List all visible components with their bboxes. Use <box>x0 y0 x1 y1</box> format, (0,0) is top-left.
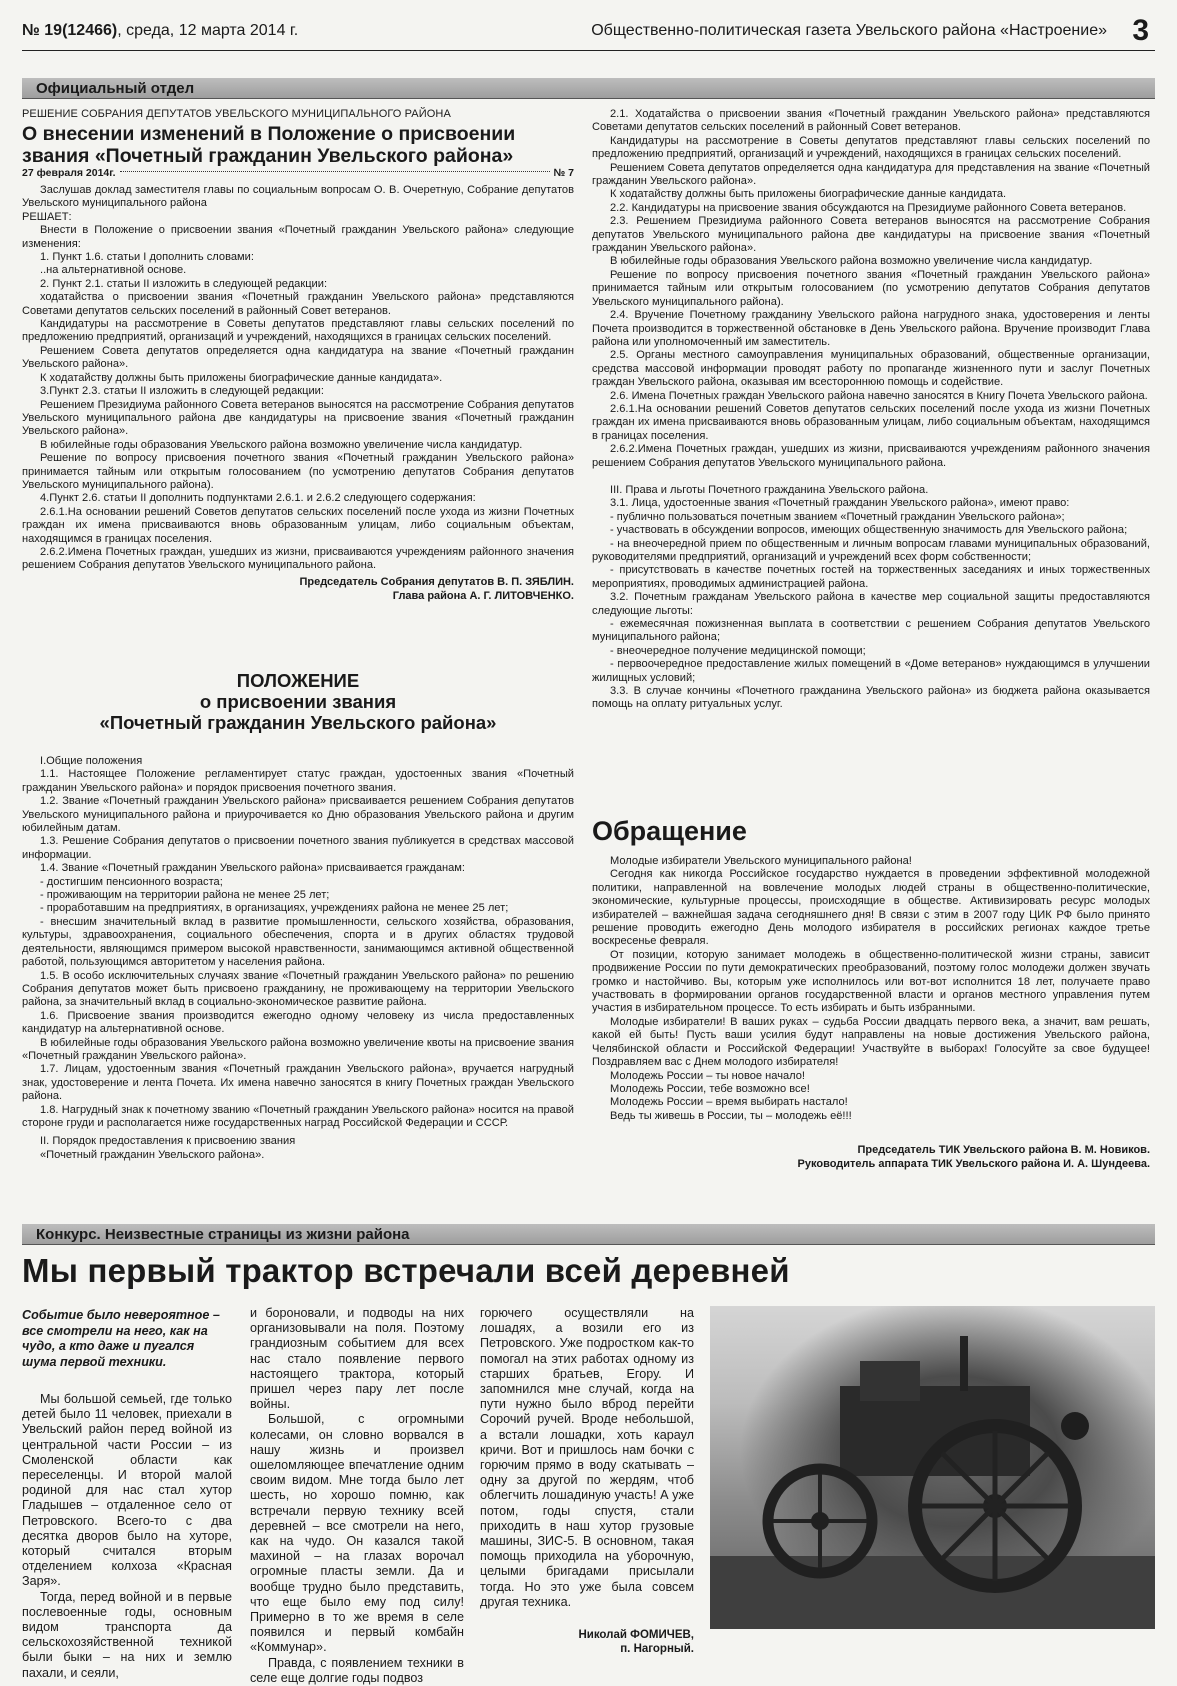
paragraph: 2.6.1.На основании решений Советов депутатов сельских поселений после ухода из жизни Почетных граждан их имена присваиваются вновь образованным улицам, либо социальным объектам, находящимся в границах поселения. <box>592 402 1150 442</box>
paragraph: 4.Пункт 2.6. статьи II дополнить подпунктами 2.6.1. и 2.6.2 следующего содержания: <box>40 492 476 505</box>
author-name: Николай ФОМИЧЕВ, <box>578 1629 694 1642</box>
decision-title <box>22 123 574 167</box>
paragraph: ..на альтернативной основе. <box>40 264 187 277</box>
appeal-text <box>592 855 1150 1123</box>
story-title: Мы первый трактор встречали всей деревней <box>22 1252 790 1289</box>
decision-dateline <box>22 167 574 179</box>
paragraph: - достигшим пенсионного возраста; <box>40 875 223 888</box>
paragraph: Решением Совета депутатов определяется одна кандидатура на звание «Почетный гражданин Увельского района». <box>22 344 574 371</box>
paragraph: В юбилейные годы образования Увельского района возможно увеличение числа кандидатур. <box>40 438 523 451</box>
appeal-signatures <box>592 1143 1150 1171</box>
section-title: Конкурс. Неизвестные страницы из жизни района <box>36 1226 410 1243</box>
section-bar-contest <box>22 1224 1155 1245</box>
paragraph: 2.1. Ходатайства о присвоении звания «Почетный гражданин Увельского района» представляются Советами депутатов сельских поселений в районный Совет ветеранов. <box>592 108 1150 134</box>
paragraph: Молодые избиратели! В ваших руках – судьба России двадцать первого века, а значит, вам решать, какой ей быть! Пусть ваши усилия будут направлены на новые достижения Увельского района, Челябинской области и Российской Федерации! Участвуйте в выборах! Голосуйте за свое будущее! Поздравляем вас с Днем молодого избирателя! <box>592 1015 1150 1069</box>
paragraph: 1.7. Лицам, удостоенным звания «Почетный гражданин Увельского района», вручается нагрудный знак, удостоверение и лента Почета. Их имена навечно заносятся в книгу Почетных граждан Увельского района. <box>22 1063 574 1103</box>
dateline-dots <box>120 171 550 172</box>
section-title: Официальный отдел <box>36 80 195 97</box>
polozhenie-continued <box>592 108 1150 712</box>
paragraph: и бороновали, и подводы на них организовывали на поля. Поэтому грандиозным событием для всех нас стало появление первого настоящего трактора, который пришел через пару лет после войны. <box>250 1306 464 1412</box>
paragraph: ходатайства о присвоении звания «Почетный гражданин Увельского района» представляются Советами депутатов сельских поселений в районный Совет ветеранов. <box>22 291 574 317</box>
paragraph: - первоочередное предоставление жилых помещений в «Доме ветеранов» нуждающимся в улучшении жилищных условий; <box>592 658 1150 684</box>
decision-block <box>22 108 574 603</box>
paragraph: - ежемесячная пожизненная выплата в соответствии с решением Собрания депутатов Увельского муниципального района; <box>592 618 1150 644</box>
paragraph: 2.3. Решением Президиума районного Совета ветеранов выносятся на рассмотрение Собрания депутатов Увельского муниципального района две кандидатуры на присвоение звания «Почетный гражданин Увельского района». <box>592 215 1150 255</box>
decision-heading: РЕШЕНИЕ СОБРАНИЯ ДЕПУТАТОВ УВЕЛЬСКОГО МУНИЦИПАЛЬНОГО РАЙОНА <box>22 108 451 120</box>
paragraph: - внеочередное получение медицинской помощи; <box>610 644 866 657</box>
paragraph: РЕШАЕТ: <box>22 210 72 223</box>
paragraph: 3.1. Лица, удостоенные звания «Почетный гражданин Увельского района», имеют право: <box>610 497 1070 510</box>
paragraph: Сегодня как никогда Российское государство нуждается в проведении эффективной молодежной политики, направленной на вовлечение молодых людей страны в общественно-политические, экономические, культурные процессы, происходящие в обществе. Активизировать ресурс молодых избирателей – важнейшая задача сегодняшнего дня! В связи с этим в 2007 году ЦИК РФ было принято решение проводить ежегодно День молодого избирателя в российских регионах каждое третье воскресенье февраля. <box>592 868 1150 948</box>
signature-tik-head: Руководитель аппарата ТИК Увельского района И. А. Шундеева. <box>797 1158 1150 1171</box>
paragraph: 2.6.2.Имена Почетных граждан, ушедших из жизни, присваиваются учреждениям районного значения решением Собрания депутатов Увельского муниципального района. <box>22 545 574 572</box>
appeal-block <box>592 816 1150 1171</box>
paragraph: В юбилейные годы образования Увельского района возможно увеличение числа кандидатур. <box>610 255 1093 268</box>
polozhenie-title-line: «Почетный гражданин Увельского района» <box>99 712 497 733</box>
decision-number: № 7 <box>553 167 574 179</box>
paragraph: 2.5. Органы местного самоуправления муниципальных образований, общественные организации, средства массовой информации проводят работу по пропаганде жизненного пути и заслуг Почетных граждан Увельского района, оказывая им всестороннюю помощь и содействие. <box>592 349 1150 389</box>
paragraph: Внести в Положение о присвоении звания «Почетный гражданин Увельского района» следующие изменения: <box>22 224 574 250</box>
paragraph: - проработавшим на предприятиях, в организациях, учреждениях района не менее 25 лет; <box>40 902 509 915</box>
paragraph: Заслушав доклад заместителя главы по социальным вопросам О. В. Очеретную, Собрание депутатов Увельского муниципального района <box>22 184 574 210</box>
paragraph: 2.2. Кандидатуры на присвоение звания обсуждаются на Президиуме районного Совета ветеранов. <box>610 201 1127 214</box>
tractor-photo <box>710 1306 1155 1629</box>
decision-date: 27 февраля 2014г. <box>22 167 116 179</box>
section-bar-official <box>22 78 1155 99</box>
paragraph: 1.1. Настоящее Положение регламентирует статус граждан, удостоенных звания «Почетный гражданин Увельского района» и порядок присвоения почетного звания. <box>22 768 574 794</box>
section-heading: III. Права и льготы Почетного гражданина Увельского района. <box>610 483 929 496</box>
signature-tik-chair: Председатель ТИК Увельского района В. М. Новиков. <box>857 1144 1150 1157</box>
story-column-1 <box>22 1308 232 1681</box>
paragraph: Кандидатуры на рассмотрение в Советы депутатов представляют главы сельских поселений по предложению предприятий, организаций и учреждений, находящихся в границах сельских поселений. <box>22 318 574 344</box>
slogan-line: Молодежь России – ты новое начало! <box>610 1069 805 1082</box>
paragraph: 1.8. Нагрудный знак к почетному званию «Почетный гражданин Увельского района» носится на правой стороне груди и располагается ниже государственных наград Российской Федерации и СССР. <box>22 1103 574 1129</box>
paragraph: Тогда, перед войной и в первые послевоенные годы, основным видом транспорта да сельскохозяйственной техникой были быки – на них и землю пахали, и сеяли, <box>22 1589 232 1680</box>
author-place: п. Нагорный. <box>620 1643 694 1656</box>
paragraph: - публично пользоваться почетным званием «Почетный гражданин Увельского района»; <box>610 510 1065 523</box>
paragraph: 1. Пункт 1.6. статьи I дополнить словами: <box>40 251 254 264</box>
paragraph: 2.6. Имена Почетных граждан Увельского района навечно заносятся в Книгу Почета Увельского района. <box>610 389 1148 402</box>
appeal-title: Обращение <box>592 816 747 846</box>
paragraph: Решение по вопросу присвоения почетного звания «Почетный гражданин Увельского района» принимается тайным или открытым голосованием (по усмотрению депутатов Собрания депутатов Увельского муниципального района). <box>22 452 574 491</box>
paragraph: От позиции, которую занимает молодежь в общественно-политической жизни страны, зависит продвижение России по пути демократических преобразований, поэтому голос молодежи должен звучать громко и настойчиво. Вы, которым уже исполнилось или вот-вот исполнится 18 лет, получаете право участвовать в формировании органов государственной власти и органов местного управления путем участия в избирательном процессе. То есть избирать и быть избранными. <box>592 948 1150 1015</box>
section-heading: II. Порядок предоставления к присвоению звания <box>40 1135 296 1148</box>
polozhenie-title-line: ПОЛОЖЕНИЕ <box>236 670 360 691</box>
polozhenie-block <box>22 670 574 1162</box>
paragraph: I.Общие положения <box>40 755 143 767</box>
paragraph: 2.4. Вручение Почетному гражданину Увельского района нагрудного знака, удостоверения и ленты Почета производится в торжественной обстановке в День Увельского района. Вручение производит Глава района или уполномоченный им заместитель. <box>592 309 1150 348</box>
paragraph: - проживающим на территории района не менее 25 лет; <box>40 889 330 902</box>
section-heading: «Почетный гражданин Увельского района». <box>40 1148 265 1161</box>
slogan-line: Молодежь России, тебе возможно все! <box>610 1082 810 1095</box>
paragraph: В юбилейные годы образования Увельского района возможно увеличение квоты на присвоение звания «Почетный гражданин Увельского района». <box>22 1036 574 1062</box>
paragraph: 3.3. В случае кончины «Почетного гражданина Увельского района» из бюджета района оказывается помощь на оплату ритуальных услуг. <box>592 685 1150 711</box>
story-column-2 <box>250 1306 464 1686</box>
paragraph: Решением Президиума районного Совета ветеранов выносятся на рассмотрение Собрания депутатов Увельского муниципального района две кандидатуры на присвоение звания «Почетный гражданин Увельского района». <box>22 398 574 438</box>
paragraph: - внесшим значительный вклад в развитие промышленности, сельского хозяйства, образования, культуры, здравоохранения, социального обеспечения, спорта и в других областях трудовой деятельности, являющимся примером высокой нравственности, занимающимся активной общественной работой, пользующимся авторитетом у населения района. <box>22 915 574 969</box>
paragraph: К ходатайству должны быть приложены биографические данные кандидата». <box>40 371 443 384</box>
polozhenie-title <box>22 670 574 733</box>
paragraph: 2.6.1.На основании решений Советов депутатов сельских поселений после ухода из жизни Почетных граждан их имена присваиваются вновь образованным улицам, либо социальным объектам, находящимся в границах поселения. <box>22 505 574 545</box>
polozhenie-section3-text <box>592 484 1150 712</box>
paragraph: Решение по вопросу присвоения почетного звания «Почетный гражданин Увельского района» принимается тайным или открытым голосованием (по усмотрению депутатов Собрания депутатов Увельского муниципального района). <box>592 268 1150 308</box>
issue-number: № 19(12466) <box>22 22 118 39</box>
issue-date: , среда, 12 марта 2014 г. <box>117 22 299 39</box>
decision-signatures <box>22 575 574 603</box>
signature-chair: Председатель Собрания депутатов В. П. ЗЯБЛИН. <box>299 575 574 588</box>
paragraph: 1.2. Звание «Почетный гражданин Увельского района» присваивается решением Собрания депутатов Увельского муниципального района и приурочивается ко Дню образования Увельского района и другим юбилейным датам. <box>22 795 574 835</box>
slogan-line: Молодежь России – время выбирать настало! <box>610 1096 848 1109</box>
tractor-illustration <box>710 1306 1155 1629</box>
paragraph: Правда, с появлением техники в селе еще долгие годы подвоз <box>250 1655 464 1685</box>
header-divider <box>22 50 1155 51</box>
decision-title-line: О внесении изменений в Положение о присвоении <box>22 123 516 145</box>
paragraph: К ходатайству должны быть приложены биографические данные кандидата. <box>610 188 1007 201</box>
paragraph: 3.Пункт 2.3. статьи II изложить в следующей редакции: <box>40 385 324 398</box>
paragraph: Кандидатуры на рассмотрение в Советы депутатов представляют главы сельских поселений по предложению предприятий, организаций и учреждений, находящихся в границах сельских поселений. <box>592 134 1150 161</box>
polozhenie-text <box>22 755 574 1162</box>
slogan-line: Ведь ты живешь в России, ты – молодежь eё!!! <box>610 1109 852 1122</box>
paragraph: 2. Пункт 2.1. статьи II изложить в следующей редакции: <box>40 277 328 290</box>
paragraph: - на внеочередной прием по общественным и личным вопросам главами муниципальных образований, руководителями предприятий, организаций и учреждений всех форм собственности; <box>592 537 1150 563</box>
story-author <box>480 1628 694 1656</box>
paragraph: горючего осуществляли на лошадях, а возили его из Петровского. Уже подростком как-то помогал на этих работах одному из старших братьев, Егору. И запомнился мне случай, когда на пути нужно было вброд перейти Сорочий ручей. Вроде небольшой, а встали лошадки, хоть караул кричи. Вот и пришлось нам бочки с горючим прямо в воду скатывать – одну за другой по жердям, чтоб облегчить лошадиную участь! А уже потом, годы спустя, стали приходить в наш хутор грузовые машины, ЗИС-5. В основном, такая помощь приходила на уборочную, целыми бригадами присылали тогда. Но это уже была совсем другая техника. <box>480 1306 694 1609</box>
paragraph: - участвовать в обсуждении вопросов, имеющих общественную значимость для Увельского района; <box>610 524 1128 537</box>
polozhenie-title-line: о присвоении звания <box>199 691 397 712</box>
paragraph: 3.2. Почетным гражданам Увельского района в качестве мер социальной защиты предоставляются следующие льготы: <box>592 591 1150 617</box>
paragraph: Большой, с огромными колесами, он словно ворвался в нашу жизнь и произвел ошеломляющее впечатление одним своим видом. Мне тогда было лет шесть, но хорошо помню, как встречали первую технику всей деревней – все смотрели на него, как на чудо. Он казался такой махиной – на глазах ворочал огромные пласты земли. Да и вообще трудно было представить, что еще было ему под силу! Примерно в то же время в селе появился и первый комбайн «Коммунар». <box>250 1412 464 1655</box>
paragraph: 2.6.2.Имена Почетных граждан, ушедших из жизни, присваиваются учреждениям районного значения решением Собрания депутатов Увельского муниципального района. <box>592 443 1150 469</box>
decision-text <box>22 184 574 573</box>
paragraph: - присутствовать в качестве почетных гостей на торжественных заседаниях и иных торжественных мероприятиях, проводимых администрацией района. <box>592 564 1150 590</box>
paragraph: 1.6. Присвоение звания производится ежегодно одному человеку из числа предоставленных кандидатур на альтернативной основе. <box>22 1009 574 1036</box>
paragraph: 1.3. Решение Собрания депутатов о присвоении почетного звания публикуется в средствах массовой информации. <box>22 835 574 861</box>
paragraph: 1.5. В особо исключительных случаях звание «Почетный гражданин Увельского района» по решению Собрания депутатов может быть присвоено гражданину, не проживающему на территории Увельского района, за значительный вклад в социально-экономическое развитие района. <box>22 969 574 1009</box>
newspaper-name: Общественно-политическая газета Увельского района «Настроение» <box>591 22 1107 39</box>
issue-info <box>22 22 298 40</box>
story-lead: Событие было невероятное – все смотрели на него, как на чудо, а кто даже и пугался шума первой техники. <box>22 1308 220 1369</box>
story-column-3 <box>480 1306 694 1656</box>
paragraph: Мы большой семьей, где только детей было 11 человек, приехали в Увельский район перед войной из центральной части России – из Смоленской области как переселенцы. И второй малой родиной для нас стал хутор Гладышев – отдаленное село от Петровского. Всего-то с два десятка дворов было на хуторе, который считался вторым отделением колхоза «Красная Заря». <box>22 1392 232 1589</box>
paragraph: Молодые избиратели Увельского муниципального района! <box>610 855 912 867</box>
story-text <box>22 1392 232 1681</box>
decision-title-line: звания «Почетный гражданин Увельского района» <box>22 145 514 167</box>
page-number: 3 <box>1132 14 1149 47</box>
paragraph: Решением Совета депутатов определяется одна кандидатура для представления на звание «Почетный гражданин Увельского района». <box>592 161 1150 188</box>
paragraph: 1.4. Звание «Почетный гражданин Увельского района» присваивается гражданам: <box>40 862 465 875</box>
polozhenie-section2-text <box>592 108 1150 470</box>
signature-head: Глава района А. Г. ЛИТОВЧЕНКО. <box>392 589 574 602</box>
